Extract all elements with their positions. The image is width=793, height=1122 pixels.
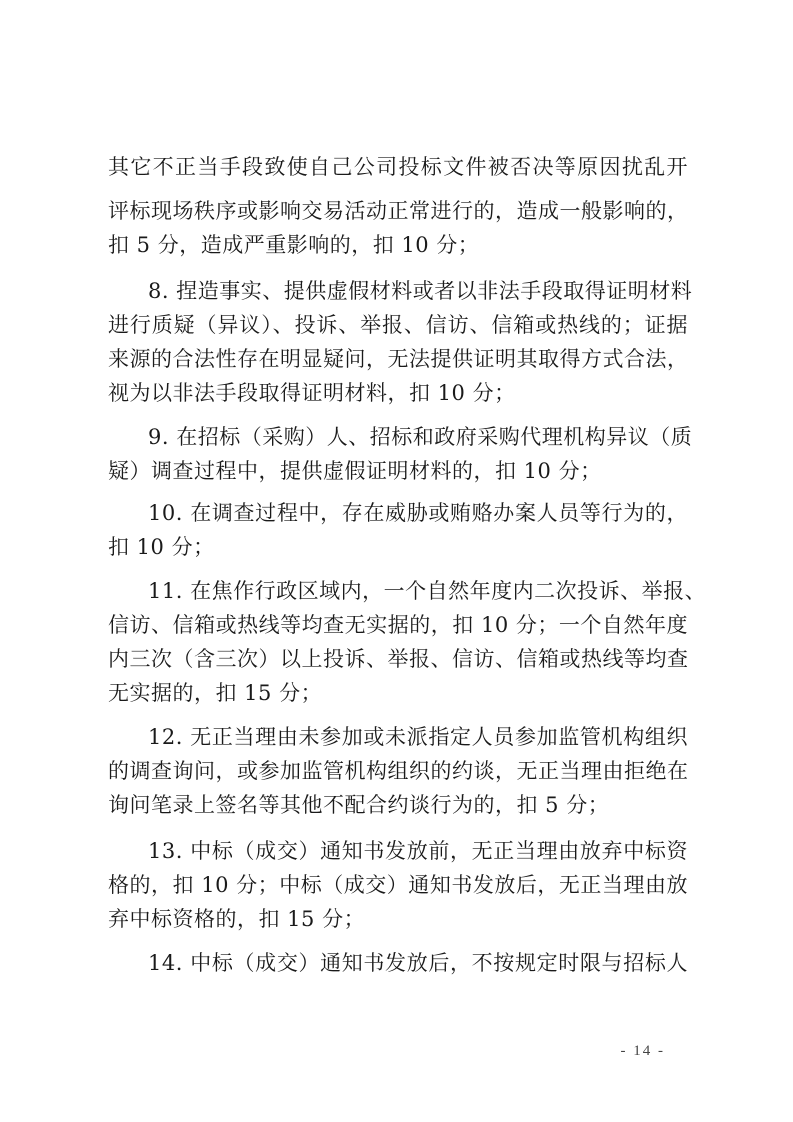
text-line: 格的，扣 10 分；中标（成交）通知书发放后，无正当理由放 bbox=[108, 873, 688, 897]
text-line: 询问笔录上签名等其他不配合约谈行为的，扣 5 分； bbox=[108, 793, 610, 817]
page-number: - 14 - bbox=[620, 1043, 665, 1059]
text-line: 11. 在焦作行政区域内，一个自然年度内二次投诉、举报、 bbox=[148, 579, 707, 603]
text-line: 8. 捏造事实、提供虚假材料或者以非法手段取得证明材料 bbox=[148, 279, 693, 303]
text-line: 评标现场秩序或影响交易活动正常进行的，造成一般影响的， bbox=[108, 199, 689, 223]
text-line: 扣 10 分； bbox=[108, 535, 215, 559]
text-line: 视为以非法手段取得证明材料，扣 10 分； bbox=[108, 381, 516, 405]
text-line: 扣 5 分，造成严重影响的，扣 10 分； bbox=[108, 233, 480, 257]
text-line: 13. 中标（成交）通知书发放前，无正当理由放弃中标资 bbox=[148, 839, 688, 863]
text-line: 信访、信箱或热线等均查无实据的，扣 10 分；一个自然年度 bbox=[108, 613, 688, 637]
text-line: 14. 中标（成交）通知书发放后，不按规定时限与招标人 bbox=[148, 951, 688, 975]
text-line: 9. 在招标（采购）人、招标和政府采购代理机构异议（质 bbox=[148, 425, 693, 449]
text-line: 来源的合法性存在明显疑问，无法提供证明其取得方式合法， bbox=[108, 347, 689, 371]
text-line: 弃中标资格的，扣 15 分； bbox=[108, 907, 366, 931]
text-line: 其它不正当手段致使自己公司投标文件被否决等原因扰乱开 bbox=[108, 155, 688, 179]
text-line: 10. 在调查过程中，存在威胁或贿赂办案人员等行为的， bbox=[148, 501, 688, 525]
text-line: 进行质疑（异议）、投诉、举报、信访、信箱或热线的；证据 bbox=[108, 313, 688, 337]
text-line: 内三次（含三次）以上投诉、举报、信访、信箱或热线等均查 bbox=[108, 647, 689, 671]
text-line: 的调查询问，或参加监管机构组织的约谈，无正当理由拒绝在 bbox=[108, 759, 689, 783]
text-line: 疑）调查过程中，提供虚假证明材料的，扣 10 分； bbox=[108, 459, 602, 483]
text-line: 无实据的，扣 15 分； bbox=[108, 681, 323, 705]
text-line: 12. 无正当理由未参加或未派指定人员参加监管机构组织 bbox=[148, 725, 688, 749]
